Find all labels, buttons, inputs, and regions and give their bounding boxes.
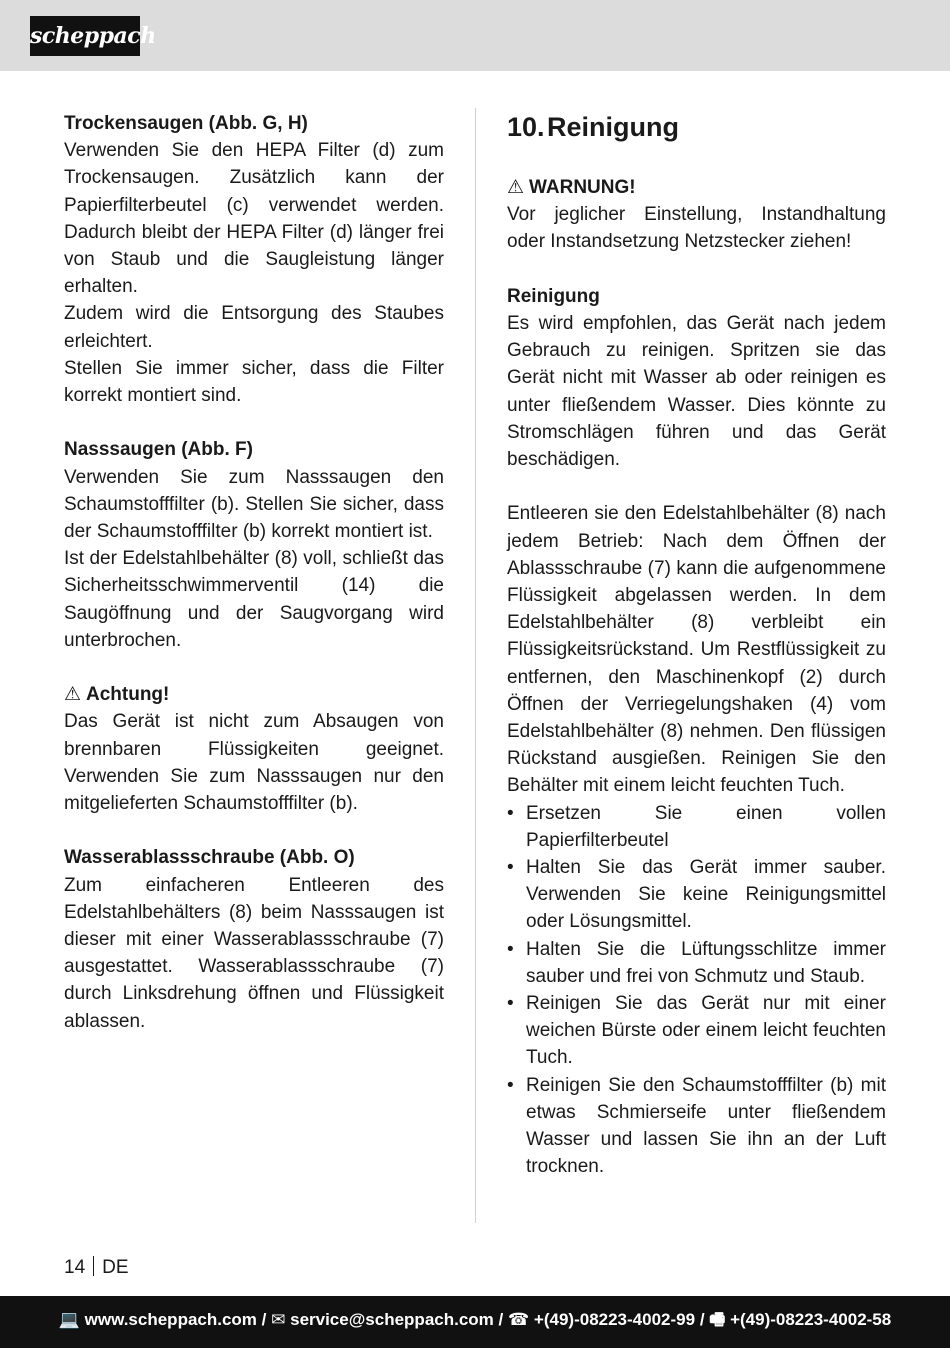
warning-icon: ⚠ (64, 684, 82, 706)
list-item: • Halten Sie die Lüftungsschlitze immer sauber und frei von Schmutz und Staub. (507, 938, 886, 987)
footer-phone: +(49)-08223-4002-99 (533, 1310, 696, 1329)
section-title (507, 110, 886, 144)
trockensaugen-text-2: Zudem wird die Entsorgung des Staubes erleichtert. (64, 303, 444, 352)
envelope-icon: ✉ (271, 1310, 286, 1329)
footer-fax: +(49)-08223-4002-58 (730, 1310, 892, 1329)
header-band (0, 0, 950, 71)
reinigung-bullet-list (507, 800, 886, 1181)
scheppach-logo: scheppach (30, 16, 140, 56)
achtung-heading (64, 681, 444, 708)
list-item: • Halten Sie das Gerät immer sauber. Verwenden Sie keine Reinigungsmittel oder Lösungsmittel. (507, 857, 886, 933)
page-number-value: 14 (64, 1257, 86, 1278)
column-divider (475, 108, 476, 1223)
achtung-text: Das Gerät ist nicht zum Absaugen von brennbaren Flüssigkeiten geeignet. Verwenden Sie zum Nasssaugen nur den mitgelieferten Schaumstofffilter (b). (64, 711, 444, 815)
warnung-text: Vor jeglicher Einstellung, Instandhaltung oder Instandsetzung Netzstecker ziehen! (507, 204, 886, 253)
reinigung-heading: Reinigung (507, 285, 600, 307)
trockensaugen-text-3: Stellen Sie immer sicher, dass die Filter korrekt montiert sind. (64, 357, 444, 407)
left-column (64, 110, 444, 1035)
phone-icon: ☎ (508, 1310, 530, 1329)
section-title-text: Reinigung (547, 112, 679, 142)
footer-email[interactable]: service@scheppach.com (290, 1310, 494, 1329)
footer-contact-bar: 💻 www.scheppach.com / ✉ service@scheppach.com / ☎ +(49)-08223-4002-99 / 🖷 +(49)-08223-4002-58 (0, 1296, 950, 1348)
nasssaugen-text-2: Ist der Edelstahlbehälter (8) voll, schließt das Sicherheitsschwimmerventil (14) die Saugöffnung und der Saugvorgang wird unterbrochen. (64, 548, 444, 651)
computer-icon: 💻 (58, 1310, 80, 1329)
footer-website[interactable]: www.scheppach.com (84, 1310, 257, 1329)
warnung-heading (507, 174, 886, 201)
reinigung-text-1: Es wird empfohlen, das Gerät nach jedem Gebrauch zu reinigen. Spritzen sie das Gerät nicht mit Wasser ab oder reinigen es unter fließendem Wasser. Dies könnte zu Stromschlägen führen und das Gerät beschädigen. (507, 313, 886, 471)
wasserablassschraube-heading: Wasserablassschraube (Abb. O) (64, 847, 355, 869)
reinigung-text-2: Entleeren sie den Edelstahlbehälter (8) nach jedem Betrieb: Nach dem Öffnen der Ablassschraube (7) kann die aufgenommene Flüssigkeit abgelassen werden. In dem Edelstahlbehälter (8) verbleibt ein Flüssigkeitsrückstand. Um Restflüssigkeit zu entfernen, den Maschinenkopf (2) durch Öffnen der Verriegelungshaken (4) vom Edelstahlbehälter (8) nehmen. Den flüssigen Rückstand ausgießen. Reinigen Sie den Behälter mit einem leicht feuchten Tuch. (507, 503, 886, 797)
warning-icon: ⚠ (507, 177, 525, 198)
trockensaugen-heading: Trockensaugen (Abb. G, H) (64, 113, 308, 134)
warnung-label: WARNUNG! (529, 177, 636, 198)
page-number (64, 1256, 129, 1280)
achtung-label: Achtung! (86, 684, 170, 706)
right-column (507, 110, 886, 1180)
fax-icon: 🖷 (709, 1310, 726, 1329)
nasssaugen-heading: Nasssaugen (Abb. F) (64, 439, 253, 461)
section-number: 10. (507, 112, 545, 142)
wasserablassschraube-text: Zum einfacheren Entleeren des Edelstahlbehälters (8) beim Nasssaugen ist dieser mit einer Wasserablassschraube (7) ausgestattet. Wasserablassschraube (7) durch Linksdrehung öffnen und Flüssigkeit ablassen. (64, 874, 444, 1032)
page-number-separator (93, 1256, 94, 1276)
nasssaugen-text-1: Verwenden Sie zum Nasssaugen den Schaumstofffilter (b). Stellen Sie sicher, dass der Schaumstofffilter (b) korrekt montiert ist. (64, 466, 444, 543)
page-language: DE (102, 1257, 129, 1278)
list-item: • Ersetzen Sie einen vollen Papierfilterbeutel (507, 802, 886, 851)
list-item: • Reinigen Sie den Schaumstofffilter (b) mit etwas Schmierseife unter fließendem Wasser und lassen Sie ihn an der Luft trocknen. (507, 1074, 886, 1178)
trockensaugen-text-1: Verwenden Sie den HEPA Filter (d) zum Trockensaugen. Zusätzlich kann der Papierfilterbeutel (c) verwendet werden. Dadurch bleibt der HEPA Filter (d) länger frei von Staub und die Saugleistung länger erhalten. (64, 140, 444, 298)
list-item: • Reinigen Sie das Gerät nur mit einer weichen Bürste oder einem leicht feuchten Tuch. (507, 993, 886, 1069)
